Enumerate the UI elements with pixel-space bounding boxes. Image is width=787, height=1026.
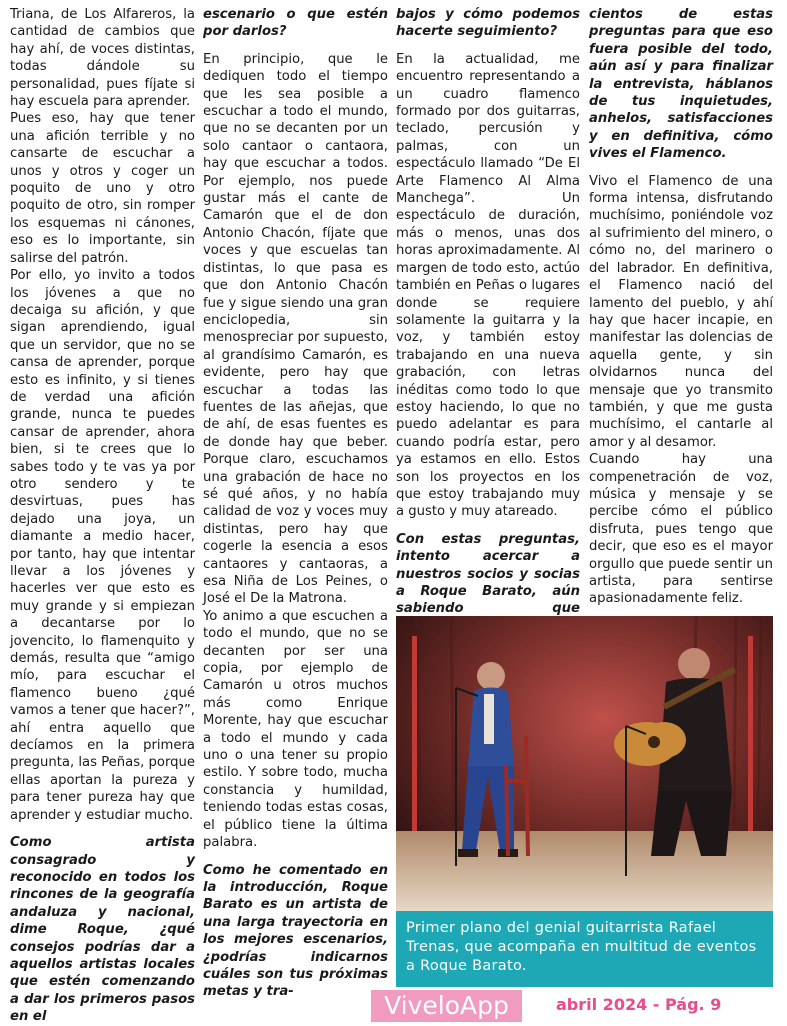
interview-question: bajos y cómo podemos hacerte seguimiento? [396,7,580,40]
paragraph: Pues eso, hay que tener una afición terrible y no cansarte de escuchar a unos y otros y coger un poquito de uno y otro poquito de otro, sin romper los esquemas ni cánones, eso es lo importante, sin salirse del patrón. [10,111,195,266]
column-1 [10,6,195,1026]
paragraph: En la actualidad, me encuentro representando a un cuadro flamenco formado por dos guitarras, teclado, percusión y palmas, con un espectáculo llamado “De El Arte Flamenco Al Alma Manchega”. Un espectáculo de duración, más o menos, unas dos horas aproximadamente. Al margen de todo esto, actúo también en Peñas o lugares donde se requiere solamente la guitarra y la voz, y también estoy trabajando en una nueva grabación, con letras inéditas como todo lo que estoy haciendo, lo que no puedo adelantar es para cuando podría estar, pero ya estamos en ello. Estos son los proyectos en los que estoy trabajando muy a gusto y muy atareado. [396,51,580,520]
vivelo-app-logo: ViveloApp [371,990,522,1022]
paragraph: Cuando hay una compenetración de voz, música y mensaje y se percibe cómo el público disfruta, pues tengo que decir, que eso es el mayor orgullo que puede sentir un artista, para sentirse apasionadamente feliz. [589,452,773,607]
paragraph: Vivo el Flamenco de una forma intensa, disfrutando muchísimo, poniéndole voz al sufrimiento del minero, o cómo no, del marinero o del labrador. En definitiva, el Flamenco nació del lamento del pueblo, y ahí hay que hacer incapie, en manifestar las dolencias de aquella gente, y sin olvidarnos nunca del mensaje que yo transmito también, y que me gusta muchísimo, el cantarle al amor y al desamor. [589,173,773,450]
concert-photo [396,616,773,911]
interview-question: escenario o que estén por darlos? [203,7,388,40]
photo-caption: Primer plano del genial guitarrista Rafael Trenas, que acompaña en multitud de eventos a Roque Barato. [396,911,773,987]
paragraph: Triana, de Los Alfareros, la cantidad de cambios que hay ahí, de voces distintas, todas dándole su personalidad, pues fíjate si hay escuela para aprender. [10,7,195,110]
column-4 [589,6,773,608]
interview-question: cientos de estas preguntas para que eso fuera posible del todo, aún así y para finalizar la entrevista, háblanos de tus inquietudes, anhelos, satisfacciones y en definitiva, cómo vives el Flamenco. [589,7,773,162]
paragraph: Por ello, yo invito a todos los jóvenes a que no decaiga su afición, y que sigan aprendiendo, igual que un servidor, que no se cansa de aprender, porque esto es infinito, y si tienes de verdad una afición grande, nunca te puedes cansar de aprender, ahora bien, si te crees que lo sabes todo y te vas ya por otro sendero y te desvirtuas, pues has dejado una joya, un diamante a medio hacer, por tanto, hay que intentar llevar a los jóvenes y hacerles ver que esto es muy grande y si empiezan a decantarse por lo jovencito, lo flamenquito y demás, resulta que “amigo mío, para escuchar el flamenco bueno ¿qué vamos a tener que hacer?”, ahí entra aquello que decíamos en la primera pregunta, las Peñas, porque ellas aportan la pureza y para tener pureza hay que aprender y estudiar mucho. [10,268,195,823]
concert-photo-illustration [396,616,773,911]
column-3 [396,6,580,635]
paragraph: En principio, que le dediquen todo el tiempo que les sea posible a escuchar a todo el mundo, que no se decanten por un solo cantaor o cantaora, hay que escuchar a todos. Por ejemplo, nos puede gustar más el cante de Camarón que el de don Antonio Chacón, fíjate que voces y que escuelas tan distintas, lo que pasa es que don Antonio Chacón fue y sigue siendo una gran enciclopedia, sin menospreciar por supuesto, al grandísimo Camarón, es evidente, pero hay que escuchar a todas las fuentes de las añejas, que de ahí, de esas fuentes es de donde hay que beber. Porque claro, escuchamos una grabación de hace no sé qué años, y no había calidad de voz y voces muy distintas, pero hay que cogerle la esencia a esos cantaores y cantaoras, a esa Niña de Los Peines, o José el De la Matrona. [203,51,388,607]
column-2 [203,6,388,1001]
page-date-number: abril 2024 - Pág. 9 [556,995,722,1014]
interview-question: Como he comentado en la introducción, Roque Barato es un artista de una larga trayectoria en los mejores escenarios, ¿podrías indicarnos cuáles son tus próximas metas y tra- [203,862,388,1000]
interview-question: Con estas preguntas, intento acercar a nuestros socios y socias a Roque Barato, aún sabiendo que [396,531,580,617]
interview-question: Como artista consagrado y reconocido en todos los rincones de la geografía andaluza y nacional, dime Roque, ¿qué consejos podrías dar a aquellos artistas locales que estén comenzando a dar los primeros pasos en el [10,835,195,1025]
paragraph: Yo animo a que escuchen a todo el mundo, que no se decanten por ser una copia, por ejemplo de Camarón u otros muchos más como Enrique Morente, hay que escuchar a todo el mundo y cada uno o una tener su propio estilo. Y sobre todo, mucha constancia y humildad, teniendo todas estas cosas, el público tiene la última palabra. [203,608,388,851]
